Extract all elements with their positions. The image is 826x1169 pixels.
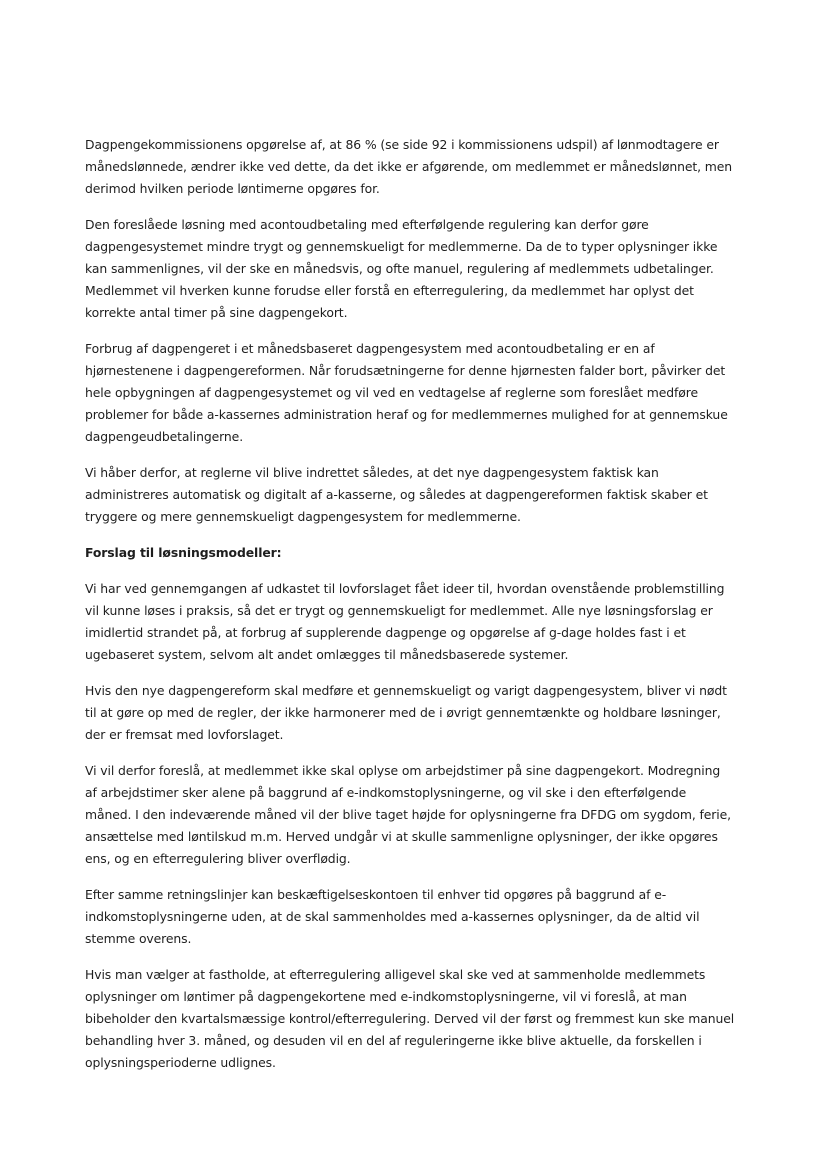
- paragraph: Dagpengekommissionens opgørelse af, at 86 % (se side 92 i kommissionens udspil) af lønmodtagere er månedslønnede, ændrer ikke ved dette, da det ikke er afgørende, om medlemmet er månedslønnet, men derimod hvilken periode løntimerne opgøres for.: [85, 137, 733, 196]
- paragraph: Efter samme retningslinjer kan beskæftigelseskontoen til enhver tid opgøres på baggrund af e-indkomstoplysningerne uden, at de skal sammenholdes med a-kassernes oplysninger, da de altid vil stemme overens.: [85, 887, 700, 946]
- paragraph: Hvis den nye dagpengereform skal medføre et gennemskueligt og varigt dagpengesystem, bliver vi nødt til at gøre op med de regler, der ikke harmonerer med de i øvrigt gennemtænkte og holdbare løsninger, der er fremsat med lovforslaget.: [85, 683, 727, 742]
- paragraph: Vi vil derfor foreslå, at medlemmet ikke skal oplyse om arbejdstimer på sine dagpengekort. Modregning af arbejdstimer sker alene på baggrund af e-indkomstoplysningerne, og vil ske i den efterfølgende måned. I den indeværende måned vil der blive taget højde for oplysningerne fra DFDG om sygdom, ferie, ansættelse med løntilskud m.m. Herved undgår vi at skulle sammenligne oplysninger, der ikke opgøres ens, og en efterregulering bliver overflødig.: [85, 763, 732, 866]
- paragraph: Vi håber derfor, at reglerne vil blive indrettet således, at det nye dagpengesystem faktisk kan administreres automatisk og digitalt af a-kasserne, og således at dagpengereformen faktisk skaber et tryggere og mere gennemskueligt dagpengesystem for medlemmerne.: [85, 465, 708, 524]
- paragraph: Hvis man vælger at fastholde, at efterregulering alligevel skal ske ved at sammenholde medlemmets oplysninger om løntimer på dagpengekortene med e-indkomstoplysningerne, vil vi foreslå, at man bibeholder den kvartalsmæssige kontrol/efterregulering. Derved vil der først og fremmest kun ske manuel behandling hver 3. måned, og desuden vil en del af reguleringerne ikke blive aktuelle, da forskellen i oplysningsperioderne udlignes.: [85, 967, 735, 1070]
- paragraph: Vi har ved gennemgangen af udkastet til lovforslaget fået ideer til, hvordan ovenstående problemstilling vil kunne løses i praksis, så det er trygt og gennemskueligt for medlemmet. Alle nye løsningsforslag er imidlertid strandet på, at forbrug af supplerende dagpenge og opgørelse af g-dage holdes fast i et ugebaseret system, selvom alt andet omlægges til månedsbaserede systemer.: [85, 581, 725, 662]
- document-page: [85, 134, 735, 1088]
- paragraph: Forbrug af dagpengeret i et månedsbaseret dagpengesystem med acontoudbetaling er en af hjørnestenene i dagpengereformen. Når forudsætningerne for denne hjørnesten falder bort, påvirker det hele opbygningen af dagpengesystemet og vil ved en vedtagelse af reglerne som foreslået medføre problemer for både a-kassernes administration heraf og for medlemmernes mulighed for at gennemskue dagpengeudbetalingerne.: [85, 341, 728, 444]
- section-heading: Forslag til løsningsmodeller:: [85, 545, 282, 560]
- paragraph: Den foreslåede løsning med acontoudbetaling med efterfølgende regulering kan derfor gøre dagpengesystemet mindre trygt og gennemskueligt for medlemmerne. Da de to typer oplysninger ikke kan sammenlignes, vil der ske en månedsvis, og ofte manuel, regulering af medlemmets udbetalinger. Medlemmet vil hverken kunne forudse eller forstå en efterregulering, da medlemmet har oplyst det korrekte antal timer på sine dagpengekort.: [85, 217, 718, 320]
